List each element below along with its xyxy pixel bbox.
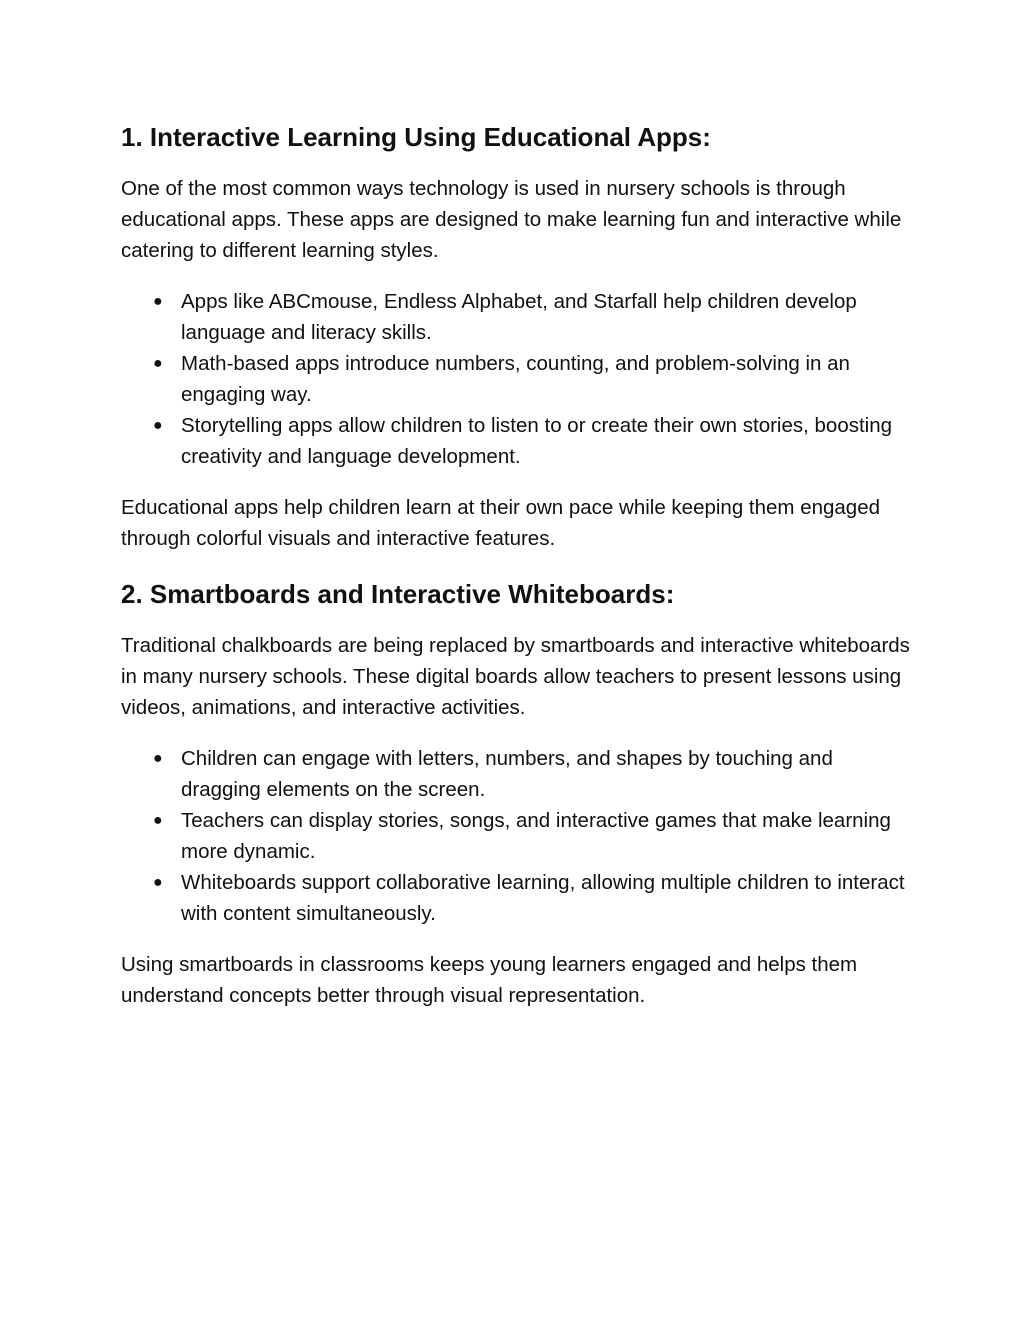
section-smartboards: [121, 574, 911, 1011]
list-item-text: Apps like ABCmouse, Endless Alphabet, and Starfall help children develop language and literacy skills.: [181, 290, 857, 344]
bullet-icon: ●: [153, 750, 163, 767]
section-heading: 1. Interactive Learning Using Educational Apps:: [121, 122, 711, 152]
list-item-text: Math-based apps introduce numbers, counting, and problem-solving in an engaging way.: [181, 352, 850, 406]
list-item: [121, 286, 911, 348]
bullet-icon: ●: [153, 812, 163, 829]
list-item: [121, 348, 911, 410]
bullet-icon: ●: [153, 874, 163, 891]
list-item: [121, 867, 911, 929]
bullet-list: [121, 743, 911, 929]
bullet-icon: ●: [153, 355, 163, 372]
section-heading: 2. Smartboards and Interactive Whiteboards:: [121, 579, 675, 609]
bullet-icon: ●: [153, 417, 163, 434]
document-page: [121, 117, 911, 1031]
list-item: [121, 743, 911, 805]
section-intro-paragraph: Traditional chalkboards are being replaced by smartboards and interactive whiteboards in many nursery schools. These digital boards allow teachers to present lessons using videos, animations, and interactive activities.: [121, 634, 910, 719]
section-intro-paragraph: One of the most common ways technology is used in nursery schools is through educational apps. These apps are designed to make learning fun and interactive while catering to different learning styles.: [121, 177, 902, 262]
list-item: [121, 410, 911, 472]
bullet-icon: ●: [153, 293, 163, 310]
list-item-text: Children can engage with letters, numbers, and shapes by touching and dragging elements on the screen.: [181, 747, 833, 801]
list-item: [121, 805, 911, 867]
section-closing-paragraph: Educational apps help children learn at their own pace while keeping them engaged through colorful visuals and interactive features.: [121, 496, 881, 550]
list-item-text: Storytelling apps allow children to listen to or create their own stories, boosting creativity and language development.: [181, 414, 893, 468]
list-item-text: Teachers can display stories, songs, and interactive games that make learning more dynamic.: [181, 809, 891, 863]
bullet-list: [121, 286, 911, 472]
list-item-text: Whiteboards support collaborative learning, allowing multiple children to interact with content simultaneously.: [181, 871, 905, 925]
section-closing-paragraph: Using smartboards in classrooms keeps young learners engaged and helps them understand concepts better through visual representation.: [121, 953, 858, 1007]
section-educational-apps: [121, 117, 911, 554]
